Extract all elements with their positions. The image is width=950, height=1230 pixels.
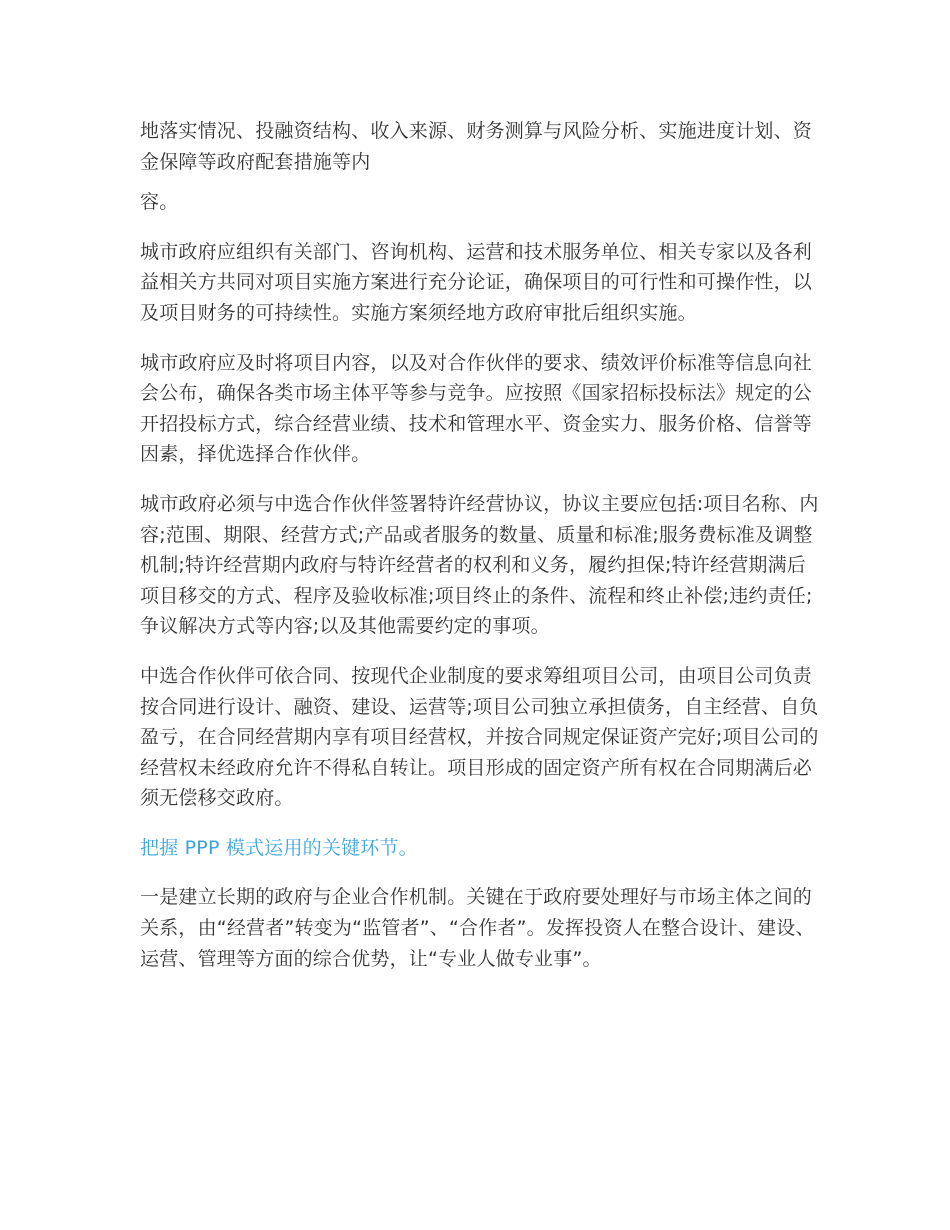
paragraph-1: 地落实情况、投融资结构、收入来源、财务测算与风险分析、实施进度计划、资金保障等政府配套措施等内 [140,120,813,173]
paragraph-3: 城市政府应组织有关部门、咨询机构、运营和技术服务单位、相关专家以及各利益相关方共同对项目实施方案进行充分论证，确保项目的可行性和可操作性，以及项目财务的可持续性。实施方案须经地方政府审批后组织实施。 [140,240,813,324]
paragraph-4: 城市政府应及时将项目内容，以及对合作伙伴的要求、绩效评价标准等信息向社会公布，确保各类市场主体平等参与竞争。应按照《国家招标投标法》规定的公开招投标方式，综合经营业绩、技术和管理水平、资金实力、服务价格、信誉等因素，择优选择合作伙伴。 [140,351,813,466]
section-heading: 把握 PPP 模式运用的关键环节。 [140,836,418,859]
paragraph-6: 中选合作伙伴可依合同、按现代企业制度的要求筹组项目公司，由项目公司负责按合同进行设计、融资、建设、运营等;项目公司独立承担债务，自主经营、自负盈亏，在合同经营期内享有项目经营权，并按合同规定保证资产完好;项目公司的经营权未经政府允许不得私自转让。项目形成的固定资产所有权在合同期满后必须无偿移交政府。 [140,664,819,810]
document-body [140,116,820,993]
paragraph-7: 一是建立长期的政府与企业合作机制。关键在于政府要处理好与市场主体之间的关系，由“经营者”转变为“监管者”、“合作者”。发挥投资人在整合设计、建设、运营、管理等方面的综合优势，让“专业人做专业事”。 [140,886,815,970]
paragraph-5: 城市政府必须与中选合作伙伴签署特许经营协议，协议主要应包括:项目名称、内容;范围、期限、经营方式;产品或者服务的数量、质量和标准;服务费标准及调整机制;特许经营期内政府与特许经营者的权利和义务，履约担保;特许经营期满后项目移交的方式、程序及验收标准;项目终止的条件、流程和终止补偿;违约责任;争议解决方式等内容;以及其他需要约定的事项。 [140,492,819,638]
paragraph-2: 容。 [140,191,179,214]
